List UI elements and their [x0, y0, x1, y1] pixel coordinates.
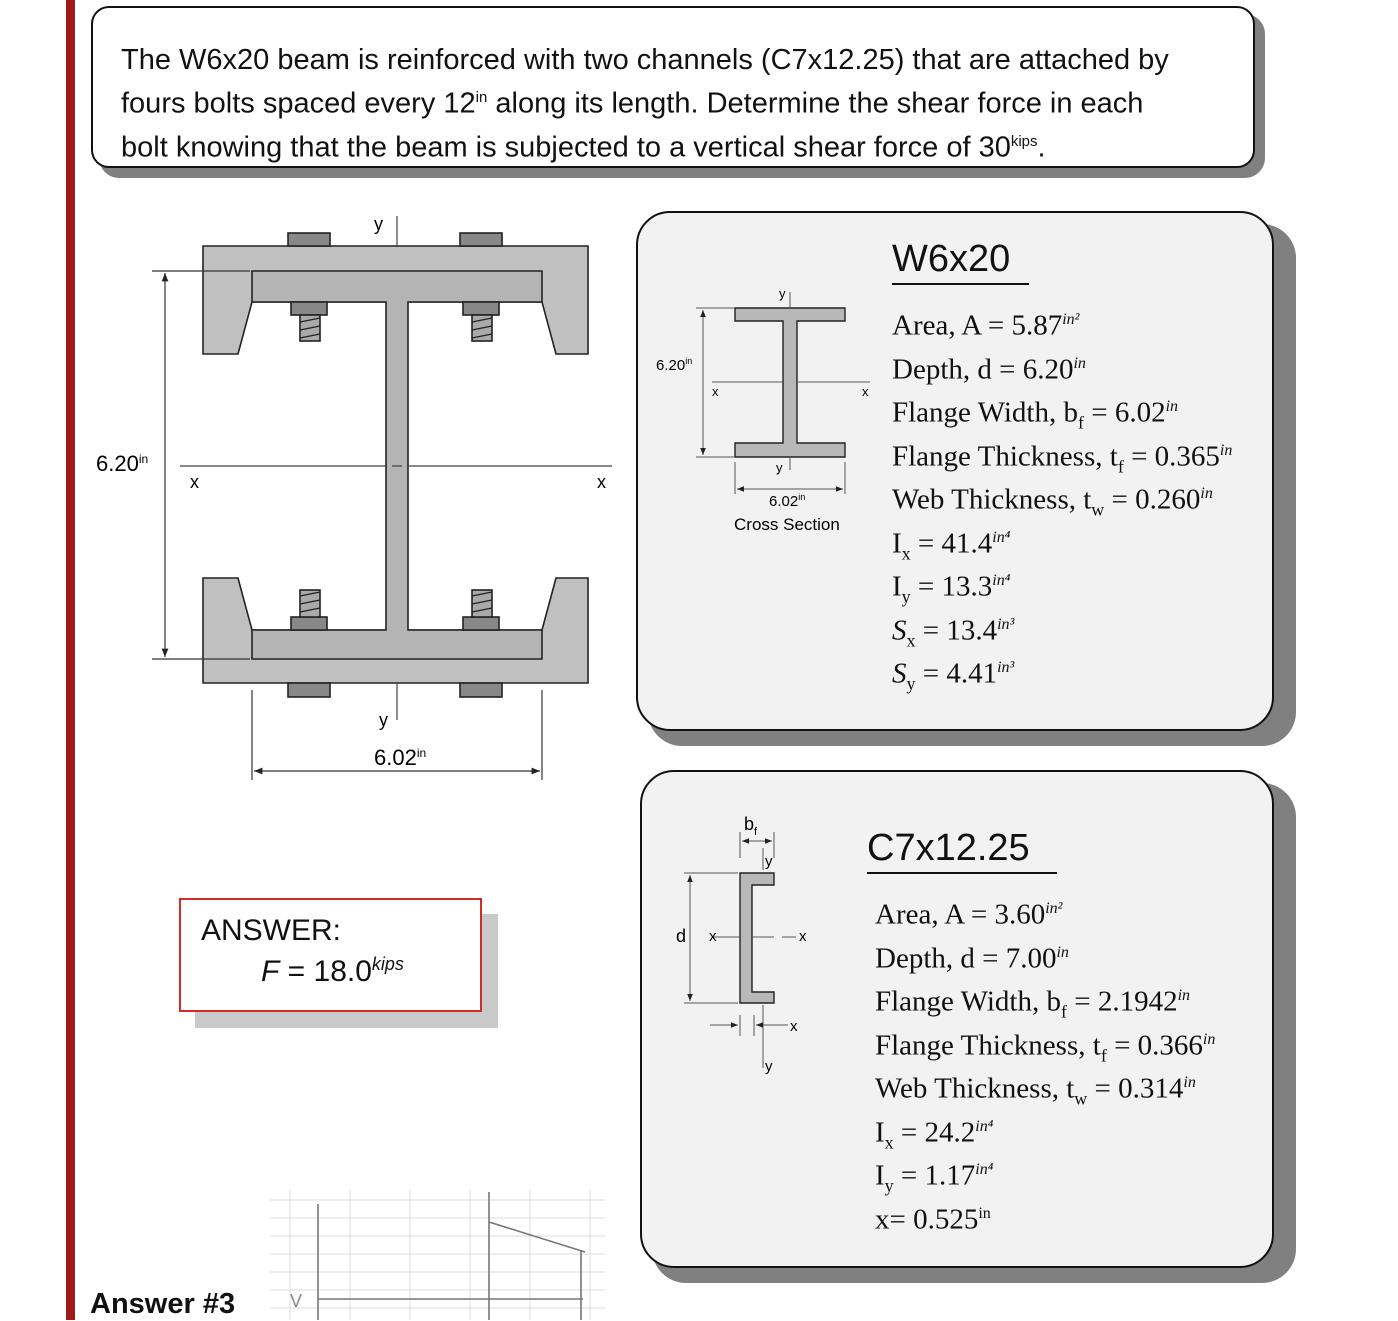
- w-fig-y-top: y: [779, 286, 786, 301]
- main-x-left-label: x: [190, 472, 199, 492]
- bolt-head-bl: [288, 683, 330, 697]
- w-beam: [252, 271, 542, 659]
- w-area: Area, $A = 5.87^{in^2}$: [892, 309, 1080, 342]
- c-fig-x-left: x: [709, 928, 717, 945]
- w-section-title: W6x20: [892, 238, 1029, 285]
- main-x-right-label: x: [597, 472, 606, 492]
- shear-diagram-lines: [318, 1192, 585, 1320]
- c-flange-width: Flange Width, $b_f = 2.1942^{in}$: [875, 985, 1191, 1022]
- main-y-bottom-label: y: [379, 710, 388, 730]
- w-fig-caption: Cross Section: [734, 515, 840, 534]
- c-area: Area, $A = 3.60^{in^2}$: [875, 898, 1063, 931]
- answer-box: [179, 898, 482, 1012]
- w-depth: Depth, $d = 6.20^{in}$: [892, 353, 1086, 386]
- problem-line-3: bolt knowing that the beam is subjected to a vertical shear force of $30^{kips}$.: [121, 131, 1046, 164]
- c-ix: $I_x = 24.2^{in^4}$: [875, 1116, 994, 1152]
- bolt-head-tl: [288, 233, 330, 246]
- problem-line-2: fours bolts spaced every $12^{in}$ along its length. Determine the shear force in each: [121, 87, 1144, 120]
- main-depth-label: $6.20^{in}$: [96, 451, 149, 476]
- w-ix: $I_x = 41.4^{in^4}$: [892, 527, 1011, 563]
- w-sy: $S_y = 4.41^{in^3}$: [892, 657, 1015, 694]
- answer-3-heading: Answer #3: [90, 1288, 236, 1320]
- answer-label: ANSWER:: [201, 914, 342, 947]
- w-fig-x-left: x: [712, 384, 719, 399]
- c-section-title: C7x12.25: [867, 827, 1057, 874]
- main-section-drawing: [203, 233, 588, 697]
- c-cross-section-figure: [740, 873, 774, 1003]
- problem-line-1: The W6x20 beam is reinforced with two channels (C7x12.25) that are attached by: [121, 44, 1169, 76]
- answer-value: $F = 18.0^{kips}$: [261, 954, 404, 988]
- w-iy: $I_y = 13.3^{in^4}$: [892, 570, 1011, 607]
- w-fig-depth: $6.20^{in}$: [656, 356, 693, 374]
- main-y-top-label: y: [374, 214, 383, 234]
- w-fig-width: $6.02^{in}$: [769, 492, 806, 510]
- w-web-thickness: Web Thickness, $t_w = 0.260^{in}$: [892, 483, 1213, 520]
- c-fig-bf: $b_f$: [744, 814, 758, 838]
- nut-br: [463, 617, 499, 630]
- c-flange-thickness: Flange Thickness, $t_f = 0.366^{in}$: [875, 1029, 1216, 1065]
- shear-diagram-grid: [270, 1190, 605, 1320]
- c-fig-y-bottom: y: [765, 1058, 773, 1075]
- main-width-label: $6.02^{in}$: [374, 745, 427, 770]
- c-depth: Depth, $d = 7.00^{in}$: [875, 942, 1069, 975]
- c-fig-d: d: [676, 926, 687, 946]
- nut-tr: [463, 302, 499, 315]
- w-sx: $S_x = 13.4^{in^3}$: [892, 614, 1015, 650]
- c-fig-x-bottom: x: [790, 1018, 798, 1035]
- w-flange-width: Flange Width, $b_f = 6.02^{in}$: [892, 396, 1179, 433]
- c-iy: $I_y = 1.17^{in^4}$: [875, 1159, 994, 1196]
- c-fig-x-right: x: [799, 928, 807, 945]
- w-fig-x-right: x: [862, 384, 869, 399]
- nut-tl: [291, 302, 327, 315]
- c-xbar: $x= 0.525^{in}$: [875, 1203, 991, 1236]
- c-fig-y-top: y: [765, 853, 773, 870]
- bolt-head-tr: [460, 233, 502, 246]
- w-fig-y-bottom: y: [776, 460, 783, 475]
- c-web-thickness: Web Thickness, $t_w = 0.314^{in}$: [875, 1072, 1196, 1109]
- w-flange-thickness: Flange Thickness, $t_f = 0.365^{in}$: [892, 440, 1233, 476]
- bolt-head-br: [460, 683, 502, 697]
- nut-bl: [291, 617, 327, 630]
- shear-diagram-v-label: V: [290, 1291, 303, 1311]
- c-figure-shape: [740, 873, 774, 1003]
